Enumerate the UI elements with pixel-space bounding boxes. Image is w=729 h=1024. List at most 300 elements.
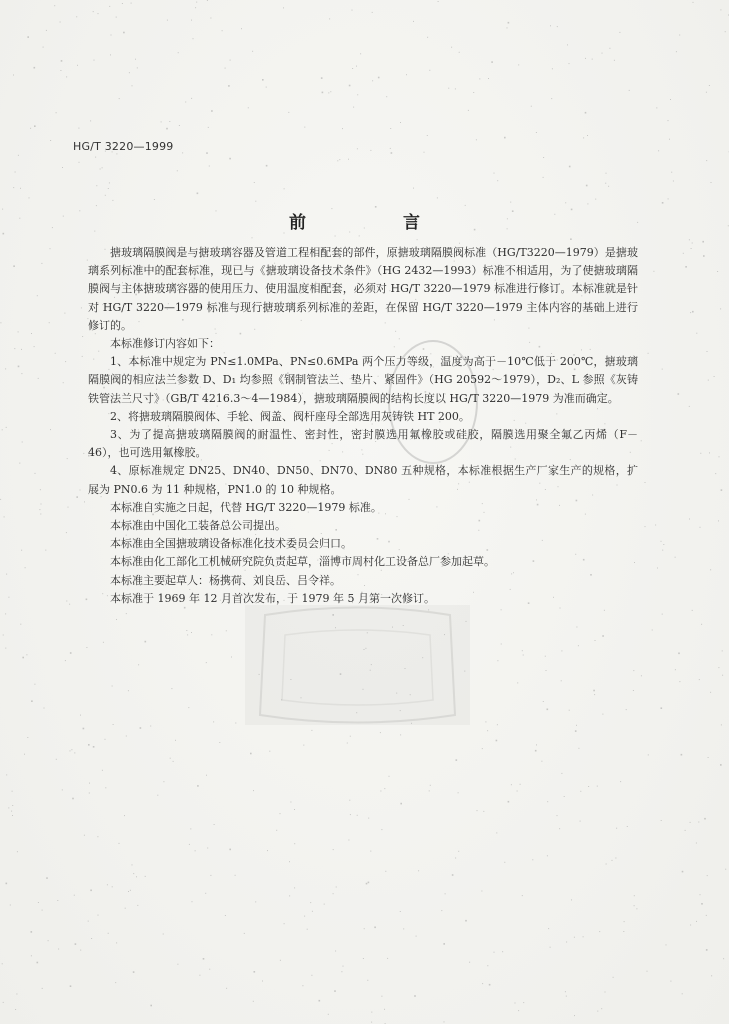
noise-speck (192, 901, 193, 902)
noise-speck (95, 157, 96, 158)
noise-speck (580, 791, 581, 792)
noise-speck (485, 721, 486, 722)
noise-speck (381, 996, 382, 997)
noise-speck (75, 943, 77, 945)
noise-speck (116, 153, 117, 154)
noise-speck (206, 662, 207, 663)
noise-speck (206, 152, 208, 154)
noise-speck (42, 988, 43, 989)
noise-speck (105, 739, 106, 740)
noise-speck (604, 610, 605, 611)
noise-speck (329, 18, 330, 19)
noise-speck (614, 60, 615, 61)
noise-speck (213, 721, 214, 722)
noise-speck (111, 35, 112, 36)
noise-speck (86, 647, 87, 648)
noise-speck (21, 373, 22, 374)
noise-speck (708, 380, 709, 381)
noise-speck (661, 707, 663, 709)
noise-speck (386, 96, 387, 97)
noise-speck (335, 236, 336, 237)
noise-speck (400, 803, 402, 805)
noise-speck (262, 981, 263, 982)
noise-speck (564, 796, 565, 797)
noise-speck (10, 905, 11, 906)
paragraph-history: 本标准于 1969 年 12 月首次发布，于 1979 年 5 月第一次修订。 (110, 591, 435, 605)
noise-speck (709, 85, 710, 86)
noise-speck (8, 597, 9, 598)
noise-speck (22, 657, 24, 659)
noise-speck (294, 843, 295, 844)
paragraph-centralized-by: 本标准由全国搪玻璃设备标准化技术委员会归口。 (110, 537, 352, 551)
noise-speck (137, 905, 138, 906)
noise-speck (125, 908, 126, 909)
noise-speck (403, 928, 404, 929)
noise-speck (634, 895, 635, 896)
noise-speck (547, 801, 548, 802)
noise-speck (337, 160, 338, 161)
noise-speck (262, 79, 264, 81)
noise-speck (170, 758, 171, 759)
noise-speck (226, 630, 227, 631)
noise-speck (706, 915, 707, 916)
noise-speck (566, 942, 567, 943)
noise-speck (685, 266, 687, 268)
noise-speck (706, 160, 707, 161)
noise-speck (74, 752, 75, 753)
noise-speck (254, 971, 256, 973)
noise-speck (448, 88, 449, 89)
noise-speck (692, 311, 694, 313)
noise-speck (12, 805, 13, 806)
noise-speck (722, 675, 723, 676)
noise-speck (133, 971, 135, 973)
noise-speck (133, 873, 134, 874)
noise-speck (34, 67, 36, 69)
noise-speck (550, 25, 551, 26)
noise-speck (196, 2, 197, 3)
noise-speck (710, 692, 711, 693)
noise-speck (113, 724, 114, 725)
noise-speck (489, 984, 491, 986)
noise-speck (592, 59, 593, 60)
noise-speck (109, 6, 110, 7)
noise-speck (289, 895, 290, 896)
noise-speck (20, 624, 21, 625)
noise-speck (557, 26, 558, 27)
noise-speck (711, 182, 712, 183)
noise-speck (150, 1005, 152, 1007)
noise-speck (587, 135, 588, 136)
noise-speck (195, 7, 196, 8)
noise-speck (195, 850, 196, 851)
paragraph-item-4: 4、原标准规定 DN25、DN40、DN50、DN70、DN80 五种规格，本标准根据生产厂家生产的规格，扩展为 PN0.6 为 11 种规格，PN1.0 的 10 种规格。 (88, 464, 638, 496)
noise-speck (668, 198, 669, 199)
noise-speck (163, 781, 164, 782)
noise-speck (72, 798, 74, 800)
noise-speck (56, 112, 57, 113)
noise-speck (37, 962, 39, 964)
noise-speck (191, 20, 192, 21)
noise-speck (65, 660, 66, 661)
noise-speck (662, 369, 663, 370)
noise-speck (252, 51, 253, 52)
noise-speck (482, 983, 483, 984)
noise-speck (570, 238, 572, 240)
noise-speck (302, 985, 303, 986)
noise-speck (508, 22, 510, 24)
noise-speck (115, 982, 116, 983)
noise-speck (93, 746, 95, 748)
noise-speck (132, 85, 133, 86)
noise-speck (20, 188, 21, 189)
noise-speck (328, 1014, 329, 1015)
paragraph-intro: 搪玻璃隔膜阀是与搪玻璃容器及管道工程相配套的部件，原搪玻璃隔膜阀标准（HG/T3220—1979）是搪玻璃系列标准中的配套标准，现已与《搪玻璃设备技术条件》（HG 2432—1993）标准不相适用，为了使搪玻璃隔膜阀与主体搪玻璃容器的使用压力、使用温度相配套，必须对 HG/T 3220—1979 标准进行修订。本标准就是针对 HG/T 3220—1979 标准与现行搪玻璃系列标准的差距，在保留 HG/T 3220—1979 主体内容的基础上进行修订的。 (88, 246, 638, 332)
noise-speck (378, 77, 380, 79)
noise-speck (441, 910, 442, 911)
noise-speck (668, 120, 669, 121)
noise-speck (578, 748, 579, 749)
noise-speck (583, 936, 584, 937)
noise-speck (417, 239, 418, 240)
noise-speck (31, 931, 33, 933)
noise-speck (458, 792, 459, 793)
noise-speck (57, 900, 58, 901)
noise-speck (541, 761, 542, 762)
noise-speck (465, 205, 466, 206)
noise-speck (190, 828, 191, 829)
noise-speck (656, 107, 657, 108)
noise-speck (364, 649, 365, 650)
noise-speck (219, 742, 220, 743)
noise-speck (634, 905, 635, 906)
noise-speck (350, 814, 351, 815)
noise-speck (290, 679, 291, 680)
noise-speck (229, 158, 231, 160)
paragraph-item-3: 3、为了提高搪玻璃隔膜阀的耐温性、密封性，密封膜选用氟橡胶或硅胶，隔膜选用聚全氟乙丙烯（F－46），也可选用氟橡胶。 (88, 428, 638, 460)
noise-speck (681, 754, 683, 756)
noise-speck (410, 694, 411, 695)
noise-speck (107, 884, 108, 885)
noise-speck (496, 740, 498, 742)
noise-speck (718, 667, 719, 668)
noise-speck (690, 312, 691, 313)
noise-speck (709, 452, 710, 453)
noise-speck (90, 120, 91, 121)
noise-speck (701, 624, 702, 625)
paragraph-revision-heading: 本标准修订内容如下： (110, 337, 220, 351)
noise-speck (587, 203, 588, 204)
noise-speck (671, 172, 672, 173)
noise-speck (145, 876, 146, 877)
noise-speck (126, 736, 127, 737)
noise-speck (191, 98, 192, 99)
noise-speck (342, 128, 343, 129)
noise-speck (3, 1002, 4, 1003)
noise-speck (42, 910, 43, 911)
noise-speck (552, 68, 553, 69)
noise-speck (339, 159, 340, 160)
noise-speck (254, 182, 255, 183)
noise-speck (545, 656, 546, 657)
noise-speck (626, 709, 627, 710)
noise-speck (210, 875, 211, 876)
noise-speck (676, 51, 677, 52)
noise-speck (723, 958, 724, 959)
noise-speck (321, 77, 323, 79)
noise-speck (175, 740, 176, 741)
noise-speck (70, 652, 72, 654)
noise-speck (721, 489, 723, 491)
noise-speck (294, 887, 295, 888)
noise-speck (241, 28, 242, 29)
noise-speck (701, 903, 703, 905)
noise-speck (689, 239, 690, 240)
noise-speck (50, 429, 51, 430)
noise-speck (602, 53, 603, 54)
noise-speck (78, 128, 79, 129)
noise-speck (477, 810, 478, 811)
noise-speck (595, 199, 596, 200)
noise-speck (6, 883, 8, 885)
noise-speck (479, 78, 480, 79)
faint-bleedthrough-shape (245, 605, 470, 725)
noise-speck (231, 657, 232, 658)
noise-speck (616, 828, 617, 829)
noise-speck (576, 627, 577, 628)
noise-speck (222, 30, 223, 31)
noise-speck (307, 929, 308, 930)
noise-speck (18, 366, 20, 368)
noise-speck (123, 32, 125, 34)
noise-speck (543, 177, 544, 178)
noise-speck (411, 723, 412, 724)
noise-speck (641, 440, 642, 441)
noise-speck (26, 654, 27, 655)
paragraph-item-1: 1、本标准中规定为 PN≤1.0MPa、PN≤0.6MPa 两个压力等级，温度为高于－10℃低于 200℃，搪玻璃隔膜阀的相应法兰参数 D、D₁ 均参照《钢制管法兰、垫片、紧固件》（HG 20592～1979），D₂、L 参照《灰铸铁管法兰尺寸》（GB/T 4216.3～4—1984），搪玻璃隔膜阀的结构长度以 HG/T 3220—1979 为准而确定。 (88, 355, 638, 405)
noise-speck (289, 861, 290, 862)
noise-speck (90, 890, 92, 892)
noise-speck (371, 1022, 372, 1023)
noise-speck (348, 840, 349, 841)
noise-speck (427, 37, 428, 38)
noise-speck (229, 849, 231, 851)
noise-speck (169, 121, 170, 122)
noise-speck (531, 106, 532, 107)
noise-speck (359, 235, 360, 236)
noise-speck (94, 60, 95, 61)
noise-speck (21, 550, 22, 551)
noise-speck (543, 157, 544, 158)
noise-speck (253, 790, 254, 791)
noise-speck (370, 150, 371, 151)
noise-speck (494, 952, 495, 953)
noise-speck (645, 482, 646, 483)
noise-speck (482, 748, 483, 749)
noise-speck (130, 890, 131, 891)
noise-speck (3, 635, 4, 636)
noise-speck (6, 427, 7, 428)
noise-speck (54, 5, 55, 6)
noise-speck (5, 648, 6, 649)
standard-code-header: HG/T 3220—1999 (73, 140, 174, 153)
noise-speck (606, 864, 607, 865)
noise-speck (301, 697, 302, 698)
noise-speck (662, 202, 664, 204)
noise-speck (458, 851, 459, 852)
noise-speck (390, 148, 391, 149)
noise-speck (350, 736, 351, 737)
noise-speck (140, 727, 142, 729)
noise-speck (177, 170, 178, 171)
noise-speck (322, 92, 324, 94)
noise-speck (504, 862, 505, 863)
noise-speck (199, 975, 200, 976)
noise-speck (609, 48, 610, 49)
noise-speck (43, 47, 44, 48)
noise-speck (384, 1009, 385, 1010)
noise-speck (374, 927, 376, 929)
noise-speck (522, 895, 523, 896)
noise-speck (487, 965, 488, 966)
noise-speck (648, 353, 649, 354)
noise-speck (250, 753, 252, 755)
noise-speck (352, 68, 353, 69)
noise-speck (193, 38, 194, 39)
noise-speck (8, 807, 9, 808)
noise-speck (343, 966, 344, 967)
noise-speck (429, 790, 430, 791)
noise-speck (45, 550, 46, 551)
noise-speck (696, 843, 697, 844)
noise-speck (523, 1002, 524, 1003)
noise-speck (226, 988, 227, 989)
noise-speck (455, 858, 456, 859)
noise-speck (188, 707, 189, 708)
noise-speck (209, 166, 210, 167)
noise-speck (13, 187, 14, 188)
noise-speck (82, 336, 83, 337)
noise-speck (559, 828, 560, 829)
noise-speck (357, 815, 358, 816)
noise-speck (418, 870, 419, 871)
noise-speck (678, 653, 680, 655)
noise-speck (253, 1001, 254, 1002)
noise-speck (494, 173, 495, 174)
noise-speck (497, 180, 498, 181)
noise-speck (333, 893, 334, 894)
noise-speck (61, 60, 63, 62)
noise-speck (356, 66, 357, 67)
noise-speck (60, 70, 61, 71)
noise-speck (64, 313, 65, 314)
noise-speck (131, 3, 132, 4)
noise-speck (708, 757, 709, 758)
noise-speck (31, 333, 32, 334)
noise-speck (451, 47, 452, 48)
noise-speck (22, 442, 23, 443)
paragraph-drafters: 本标准主要起草人：杨携荷、刘良岳、吕令祥。 (110, 573, 341, 587)
noise-speck (284, 188, 285, 189)
noise-speck (725, 869, 726, 870)
noise-speck (384, 788, 385, 789)
noise-speck (636, 908, 637, 909)
noise-speck (381, 829, 382, 830)
noise-speck (50, 248, 51, 249)
noise-speck (13, 75, 14, 76)
noise-speck (86, 599, 88, 601)
noise-speck (88, 921, 89, 922)
noise-speck (124, 815, 125, 816)
noise-speck (128, 690, 129, 691)
noise-speck (89, 783, 90, 784)
noise-speck (507, 27, 508, 28)
noise-speck (689, 519, 690, 520)
noise-speck (266, 87, 267, 88)
noise-speck (157, 795, 158, 796)
noise-speck (725, 31, 726, 32)
noise-speck (692, 610, 693, 611)
noise-speck (19, 463, 20, 464)
noise-speck (167, 20, 168, 21)
noise-speck (333, 849, 334, 850)
noise-speck (578, 645, 579, 646)
noise-speck (666, 944, 667, 945)
noise-speck (647, 971, 648, 972)
noise-speck (2, 963, 3, 964)
noise-speck (27, 737, 28, 738)
noise-speck (310, 902, 311, 903)
noise-speck (655, 525, 656, 526)
noise-speck (208, 127, 209, 128)
noise-speck (69, 604, 70, 605)
noise-speck (311, 975, 312, 976)
noise-speck (569, 63, 570, 64)
noise-speck (532, 859, 533, 860)
noise-speck (547, 709, 549, 711)
noise-speck (283, 7, 284, 8)
noise-speck (565, 991, 566, 992)
noise-speck (396, 693, 397, 694)
noise-speck (678, 393, 680, 395)
noise-speck (483, 811, 484, 812)
noise-speck (585, 112, 587, 114)
noise-speck (34, 125, 36, 127)
noise-speck (370, 851, 371, 852)
noise-speck (700, 453, 701, 454)
noise-speck (597, 786, 598, 787)
noise-speck (566, 996, 567, 997)
noise-speck (580, 821, 581, 822)
noise-speck (225, 68, 226, 69)
noise-speck (707, 875, 708, 876)
noise-speck (18, 155, 19, 156)
noise-speck (80, 950, 81, 951)
noise-speck (207, 0, 208, 1)
noise-speck (400, 710, 401, 711)
noise-speck (612, 860, 613, 861)
noise-speck (116, 619, 117, 620)
noise-speck (191, 632, 192, 633)
noise-speck (0, 322, 1, 323)
noise-speck (65, 361, 66, 362)
noise-speck (682, 993, 683, 994)
paragraph-replaces: 本标准自实施之日起，代替 HG/T 3220—1979 标准。 (110, 500, 382, 514)
noise-speck (606, 173, 607, 174)
noise-speck (173, 761, 174, 762)
noise-speck (116, 17, 117, 18)
noise-speck (136, 876, 137, 877)
